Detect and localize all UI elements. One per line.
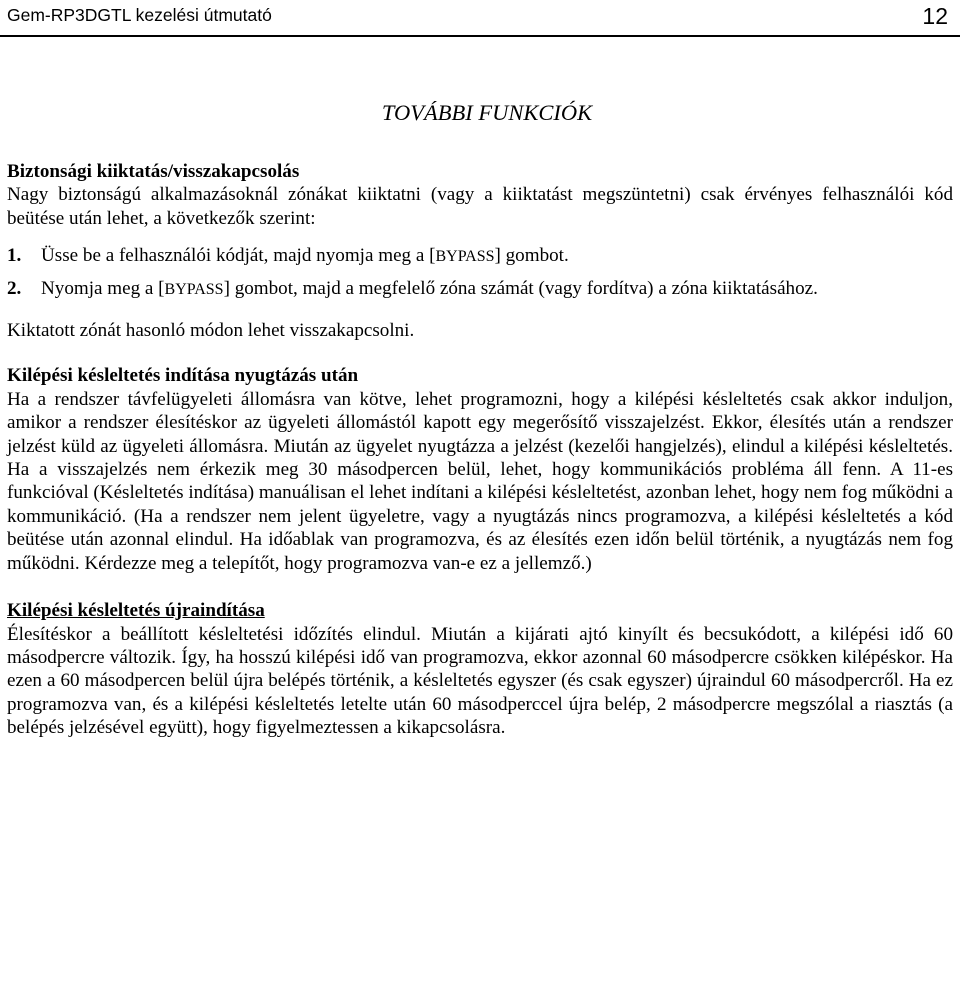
step-text-before: Nyomja meg a [: [41, 277, 165, 299]
bypass-intro: Nagy biztonságú alkalmazásoknál zónákat kiiktatni (vagy a kiiktatást megszüntetni) csak érvényes felhasználói kód beütése után lehet, a következők szerint:: [7, 184, 953, 229]
bypass-steps: [7, 244, 953, 301]
exit-delay-restart-heading: Kilépési késleltetés újraindítása: [7, 600, 265, 622]
bypass-step-2: [7, 277, 953, 301]
step-number: 1.: [7, 245, 22, 267]
step-text-after: ] gombot.: [494, 245, 569, 267]
exit-delay-start-heading: Kilépési késleltetés indítása nyugtázás után: [7, 365, 359, 387]
bypass-key-label: BYPASS: [164, 280, 224, 298]
step-text-after: ] gombot, majd a megfelelő zóna számát (vagy fordítva) a zóna kiiktatásához.: [223, 277, 818, 299]
exit-delay-start-section: [7, 364, 953, 575]
section-title: TOVÁBBI FUNKCIÓK: [381, 100, 593, 125]
bypass-heading: Biztonsági kiiktatás/visszakapcsolás: [7, 161, 300, 182]
exit-delay-restart-section: [7, 599, 953, 739]
step-number: 2.: [7, 277, 22, 299]
exit-delay-restart-body: Élesítéskor a beállított késleltetési időzítés elindul. Miután a kijárati ajtó kinyílt és becsukódott, a kilépési idő 60 másodpercre változik. Így, ha hosszú kilépési idő van programozva, ekkor azonnal 60 másodpercre csökken kilépéskor. Ha ezen a 60 másodpercen belül újra belépés történik, a késleltetés egyszer (és csak egyszer) újraindul 60 másodpercről. Ha ez programozva van, és a kilépési késleltetés letelte után 60 másodperccel újra belép, 2 másodpercre megszólal a riasztás (a belépés jelzésével együtt), hogy figyelmeztessen a kikapcsolásra.: [7, 623, 953, 739]
bypass-outro: Kiktatott zónát hasonló módon lehet visszakapcsolni.: [7, 320, 415, 342]
bypass-step-1: [7, 244, 953, 268]
page-header: [0, 0, 960, 38]
step-text-before: Üsse be a felhasználói kódját, majd nyomja meg a [: [41, 245, 436, 267]
page-number: 12: [922, 3, 948, 29]
header-divider: [0, 35, 960, 37]
page-content: [7, 96, 953, 740]
bypass-key-label: BYPASS: [435, 248, 495, 266]
bypass-section: [7, 160, 953, 342]
document-title: Gem-RP3DGTL kezelési útmutató: [7, 5, 272, 25]
exit-delay-start-body: Ha a rendszer távfelügyeleti állomásra van kötve, lehet programozni, hogy a kilépési késleltetés csak akkor induljon, amikor a rendszer élesítéskor az ügyeleti állomástól kapott egy megerősítő visszajelzést. Ekkor, élesítés után a rendszer jelzést küld az ügyeleti állomásra. Miután az ügyelet nyugtázza a jelzést (kezelői hangjelzés), elindul a kilépési késleltetés. Ha a visszajelzés nem érkezik meg 30 másodpercen belül, lehet, hogy kommunikációs probléma áll fenn. A 11-es funkcióval (Késleltetés indítása) manuálisan el lehet indítani a kilépési késleltetést, azonban lehet, hogy nem fog működni a kommunikáció. (Ha a rendszer nem jelent ügyeletre, vagy a nyugtázás nincs programozva, a kilépési késleltetés a kód beütése után azonnal elindul. Ha időablak van programozva, és az élesítés ezen időn belül történik, a nyugtázás nem fog működni. Kérdezze meg a telepítőt, hogy programozva van-e ez a jellemző.): [7, 388, 953, 574]
